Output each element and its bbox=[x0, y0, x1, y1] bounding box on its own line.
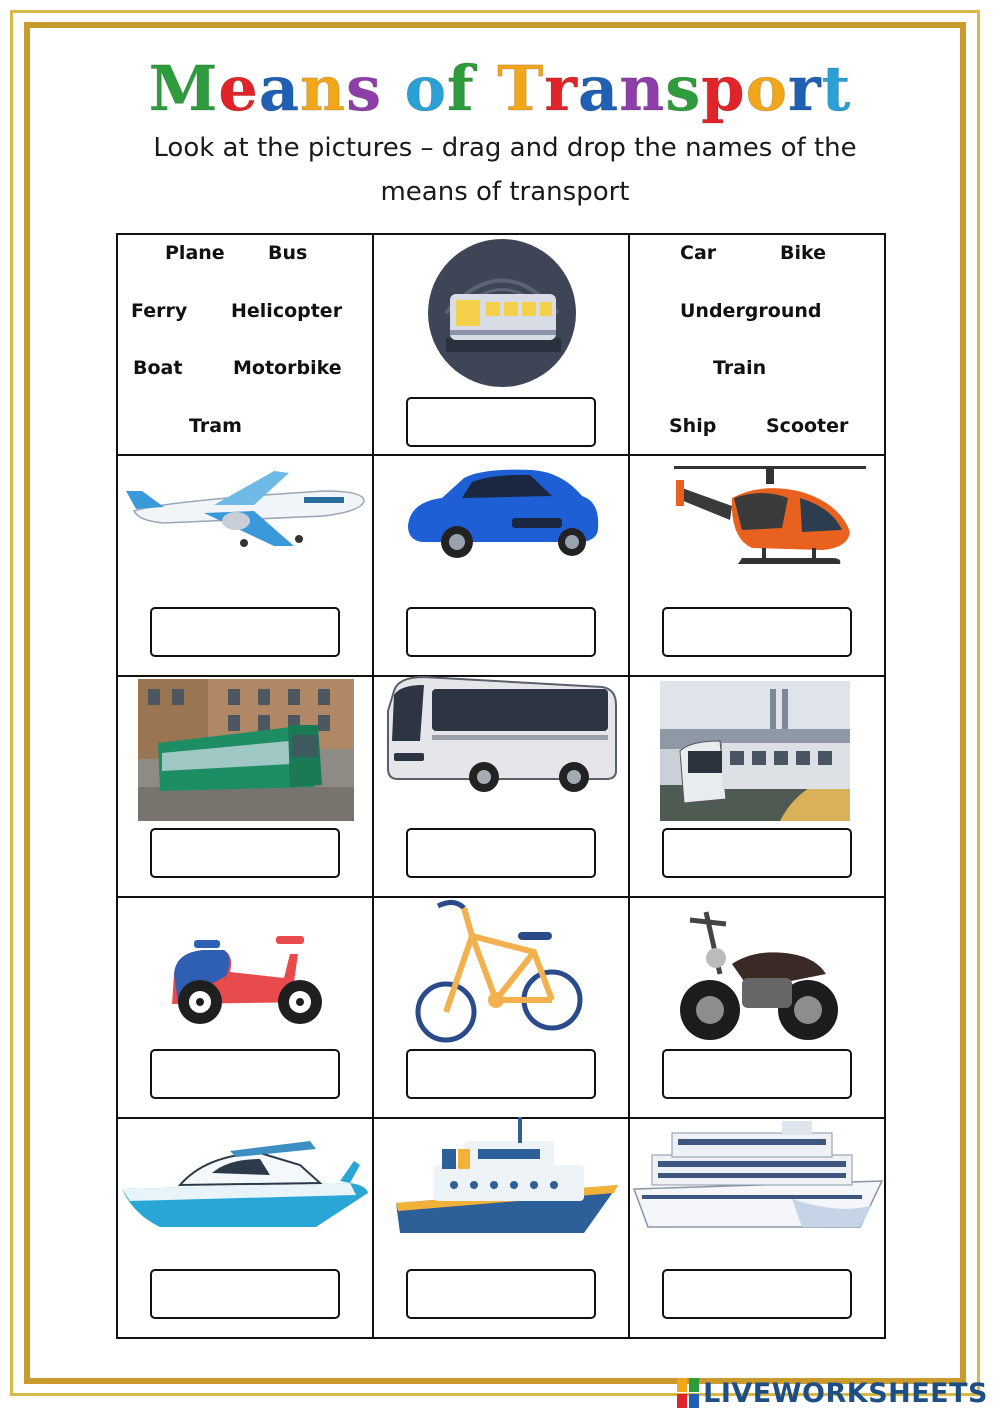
cell-scooter bbox=[118, 898, 374, 1119]
cell-boat bbox=[118, 1119, 374, 1337]
drop-box-motorbike[interactable] bbox=[662, 1049, 852, 1099]
ferry-icon bbox=[394, 1115, 620, 1237]
title-letter: n bbox=[619, 52, 666, 125]
drop-box-tram[interactable] bbox=[150, 828, 340, 878]
word-motorbike[interactable]: Motorbike bbox=[233, 357, 342, 379]
drop-box-train[interactable] bbox=[662, 828, 852, 878]
word-bike[interactable]: Bike bbox=[780, 242, 827, 264]
underground-train-icon bbox=[426, 238, 578, 388]
cell-ferry bbox=[374, 1119, 630, 1337]
title-letter: e bbox=[218, 52, 259, 125]
title-letter: o bbox=[745, 52, 788, 125]
instructions-text: Look at the pictures – drag and drop the names of the means of transport bbox=[153, 133, 857, 207]
footer-brand bbox=[677, 1378, 988, 1408]
drop-box-car[interactable] bbox=[406, 607, 596, 657]
coach-bus-icon bbox=[384, 671, 620, 795]
cell-motorbike bbox=[630, 898, 884, 1119]
title-letter: a bbox=[258, 52, 301, 125]
drop-box-ferry[interactable] bbox=[406, 1269, 596, 1319]
title-letter: s bbox=[665, 52, 702, 125]
liveworksheets-logo-icon bbox=[677, 1378, 699, 1408]
scooter-icon bbox=[164, 932, 330, 1028]
blue-car-icon bbox=[402, 462, 602, 560]
word-bank-left bbox=[118, 235, 374, 456]
word-plane[interactable]: Plane bbox=[165, 242, 225, 264]
drop-box-underground[interactable] bbox=[406, 397, 596, 447]
motorbike-icon bbox=[676, 904, 842, 1044]
title-letter: p bbox=[701, 52, 746, 125]
worksheet-title bbox=[0, 52, 1000, 125]
cell-helicopter bbox=[630, 456, 884, 677]
title-letter: a bbox=[578, 52, 620, 125]
drop-box-scooter[interactable] bbox=[150, 1049, 340, 1099]
word-boat[interactable]: Boat bbox=[133, 357, 183, 379]
bicycle-icon bbox=[414, 896, 586, 1048]
tram-photo bbox=[138, 679, 354, 821]
title-letter: M bbox=[148, 52, 219, 125]
word-car[interactable]: Car bbox=[680, 242, 717, 264]
drop-box-boat[interactable] bbox=[150, 1269, 340, 1319]
speedboat-icon bbox=[120, 1135, 370, 1235]
title-letter bbox=[475, 52, 498, 125]
cell-bike bbox=[374, 898, 630, 1119]
brand-name: LIVEWORKSHEETS bbox=[703, 1377, 988, 1409]
word-ferry[interactable]: Ferry bbox=[131, 300, 188, 322]
word-underground[interactable]: Underground bbox=[680, 300, 822, 322]
cruise-ship-icon bbox=[632, 1119, 884, 1231]
title-letter: f bbox=[446, 52, 475, 125]
word-scooter[interactable]: Scooter bbox=[766, 415, 849, 437]
title-letter: o bbox=[404, 52, 447, 125]
cell-underground bbox=[374, 235, 630, 456]
drop-box-plane[interactable] bbox=[150, 607, 340, 657]
title-letter: r bbox=[787, 52, 822, 125]
title-letter: s bbox=[346, 52, 383, 125]
word-ship[interactable]: Ship bbox=[669, 415, 717, 437]
cell-train bbox=[630, 677, 884, 898]
drop-box-ship[interactable] bbox=[662, 1269, 852, 1319]
title-letter bbox=[382, 52, 405, 125]
word-bank-right bbox=[630, 235, 884, 456]
cell-tram bbox=[118, 677, 374, 898]
train-photo bbox=[660, 681, 850, 821]
worksheet-grid bbox=[116, 233, 886, 1339]
word-tram[interactable]: Tram bbox=[189, 415, 242, 437]
drop-box-bus[interactable] bbox=[406, 828, 596, 878]
cell-car bbox=[374, 456, 630, 677]
word-bus[interactable]: Bus bbox=[268, 242, 308, 264]
cell-bus bbox=[374, 677, 630, 898]
drop-box-bike[interactable] bbox=[406, 1049, 596, 1099]
title-letter: n bbox=[300, 52, 347, 125]
title-letter: T bbox=[497, 52, 545, 125]
word-train[interactable]: Train bbox=[713, 357, 767, 379]
word-helicopter[interactable]: Helicopter bbox=[231, 300, 343, 322]
title-letter: r bbox=[544, 52, 579, 125]
cell-plane bbox=[118, 456, 374, 677]
cell-ship bbox=[630, 1119, 884, 1337]
title-letter: t bbox=[821, 52, 852, 125]
airplane-icon bbox=[124, 461, 370, 551]
drop-box-helicopter[interactable] bbox=[662, 607, 852, 657]
helicopter-icon bbox=[672, 458, 868, 586]
